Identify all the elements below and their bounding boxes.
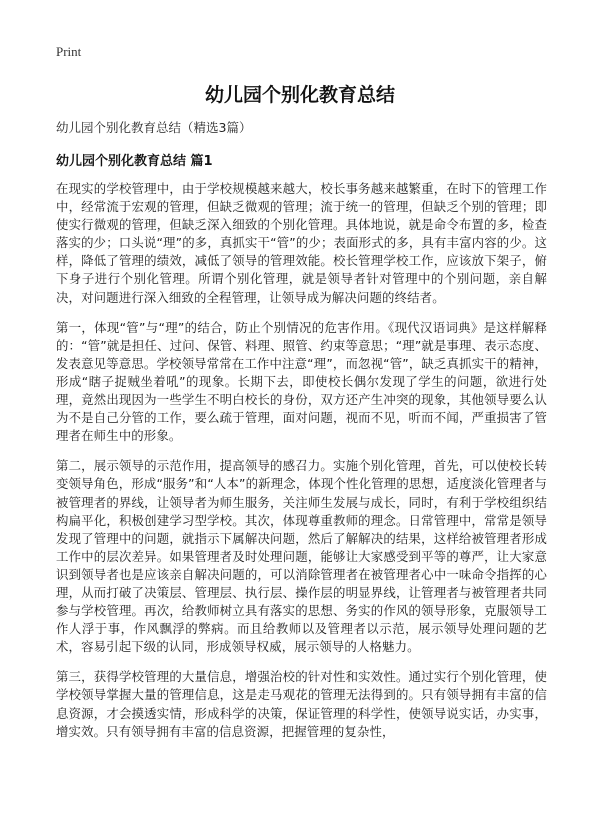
page-title: 幼儿园个别化教育总结 (204, 84, 395, 106)
body-paragraph-4: 第三，获得学校管理的大量信息，增强治校的针对性和实效性。通过实行个别化管理，使学校领导掌握大量的管理信息，这是走马观花的管理无法得到的。只有领导拥有丰富的信息资源，才会摸透实情，形成科学的决策，保证管理的科学性，使领导说实话，办实事，增实效。只有领导拥有丰富的信息资源，把握管理的复杂性， (56, 669, 547, 739)
body-paragraph-2: 第一，体现“管”与“理”的结合，防止个别情况的危害作用。《现代汉语词典》是这样解释的：“管”就是担任、过问、保管、料理、照管、约束等意思；“理”就是事理、表示态度、发表意见等意思。学校领导常常在工作中注意“理”，而忽视“管”，缺乏真抓实干的精神，形成“瞎子捉贼坐着吼”的现象。长期下去，即使校长偶尔发现了学生的问题，欲进行处理，竟然出现因为一些学生不明白校长的身份，双方还产生冲突的现象，其他领导要么认为不是自己分管的工作，要么疏于管理，面对问题，视而不见，听而不闻，严重损害了管理者在师生中的形象。 (56, 319, 547, 444)
print-link[interactable]: Print (56, 44, 82, 59)
section-heading: 幼儿园个别化教育总结 篇1 (56, 154, 213, 169)
document-body (56, 180, 547, 753)
body-paragraph-1: 在现实的学校管理中，由于学校规模越来越大，校长事务越来越繁重，在时下的管理工作中，经常流于宏观的管理，但缺乏微观的管理；流于统一的管理，但缺乏个别的管理；即使实行微观的管理，但缺乏深入细致的个别化管理。具体地说，就是命令布置的多，检查落实的少；口头说“理”的多，真抓实干“管”的少；表面形式的多，具有丰富内容的少。这样，降低了管理的绩效，减低了领导的管理效能。校长管理学校工作，应该放下架子，俯下身子进行个别化管理。所谓个别化管理，就是领导者针对管理中的个别问题，亲自解决，对问题进行深入细致的全程管理，让领导成为解决问题的终结者。 (56, 181, 547, 305)
document-subtitle: 幼儿园个别化教育总结（精选3篇） (56, 120, 252, 135)
body-paragraph-3: 第二，展示领导的示范作用，提高领导的感召力。实施个别化管理，首先，可以使校长转变领导角色，形成“服务”和“人本”的新理念，体现个性化管理的思想，适度淡化管理者与被管理者的界线，让领导者为师生服务，关注师生发展与成长，同时，有利于学校组织结构扁平化，积极创建学习型学校。其次，体现尊重教师的理念。日常管理中，常常是领导发现了管理中的问题，就指示下属解决问题，然后了解解决的结果，这样给被管理者形成工作中的层次差异。如果管理者及时处理问题，能够让大家感受到平等的尊严，让大家意识到领导者也是应该亲自解决问题的，可以消除管理者在被管理者心中一味命令指挥的心理，从而打破了决策层、管理层、执行层、操作层的明显界线，让管理者与被管理者共同参与学校管理。再次，给教师树立具有落实的思想、务实的作风的领导形象，克服领导工作人浮于事，作风飘浮的弊病。而且给教师以及管理者以示范，展示领导处理问题的艺术，容易引起下级的认同，形成领导权威，展示领导的人格魅力。 (56, 458, 547, 655)
